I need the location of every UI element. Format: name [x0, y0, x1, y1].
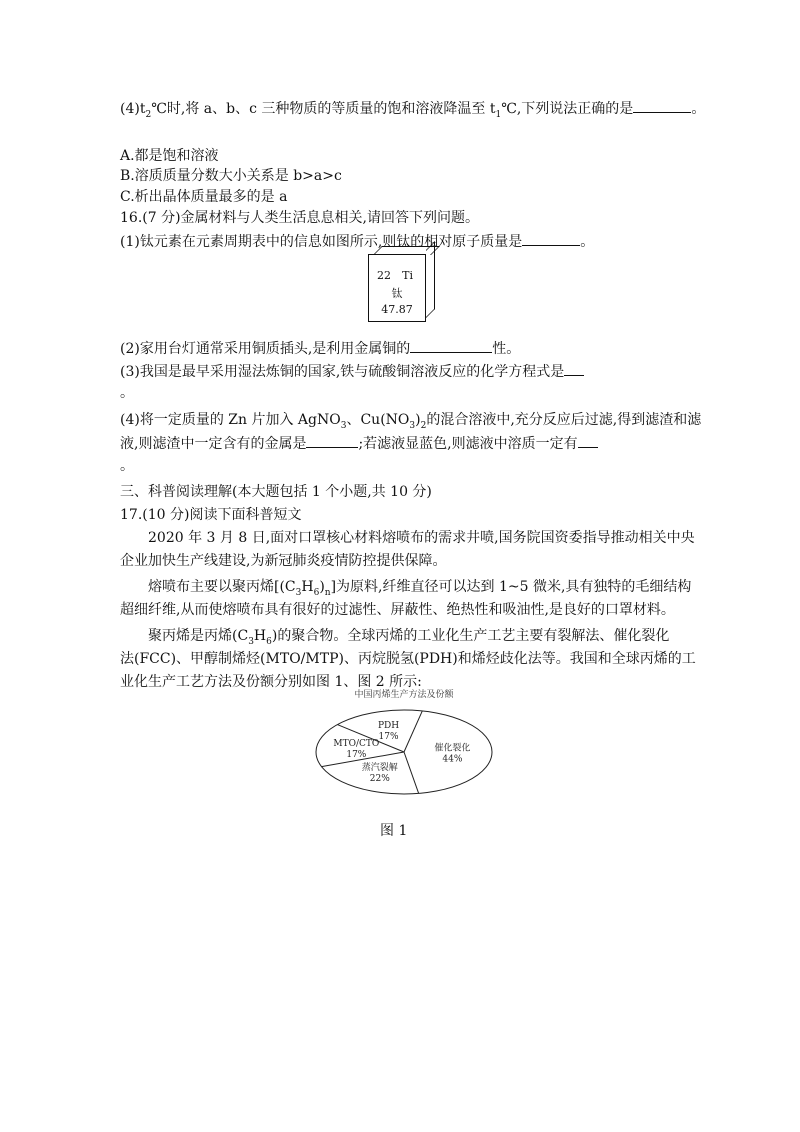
chart-title: 中国丙烯生产方法及份额	[354, 690, 454, 700]
q16-part4-line2: 液,则滤渣中一定含有的金属是 ;若滤液显蓝色,则滤液中溶质一定有	[120, 433, 598, 454]
atomic-number: 22	[377, 269, 391, 282]
para2-line1: 熔喷布主要以聚丙烯$[(C_3H_6)_n]$为原料,纤维直径可以达到 1~5 微米,具有独特的毛细结构	[148, 579, 692, 598]
pie-slice-label: 蒸汽裂解	[361, 763, 398, 774]
pie-slice-value: 44%	[442, 754, 463, 765]
option-a: A.都是饱和溶液	[120, 148, 219, 164]
answer-blank[interactable]	[633, 98, 691, 113]
pie-slice-label: MTO/CTO	[333, 738, 380, 749]
answer-blank[interactable]	[306, 433, 358, 448]
answer-blank[interactable]	[522, 231, 580, 246]
figure-caption: 图 1	[380, 823, 408, 839]
section3-heading: 三、科普阅读理解(本大题包括 1 个小题,共 10 分)	[120, 484, 432, 500]
pie-slice-label: 催化裂化	[434, 743, 471, 754]
element-name: 钛	[391, 287, 403, 300]
pie-slice-boundary	[404, 711, 422, 752]
answer-blank[interactable]	[410, 338, 492, 353]
q16-part3: (3)我国是最早采用湿法炼铜的国家,铁与硫酸铜溶液反应的化学方程式是	[120, 361, 584, 382]
option-c: C.析出晶体质量最多的是 a	[120, 189, 288, 205]
para3-line3: 业化生产工艺方法及份额分别如图 1、图 2 所示:	[120, 674, 422, 690]
q15-4-stem: $(4)t_2℃$时,将 a、b、c 三种物质的等质量的饱和溶液降温至 $t_1℃$,下列说法正确的是 。	[120, 98, 705, 125]
pie-slice-value: 22%	[369, 774, 390, 785]
para1-line2: 企业加快生产线建设,为新冠肺炎疫情防控提供保障。	[120, 553, 447, 569]
para2-line2: 超细纤维,从而使熔喷布具有很好的过滤性、屏蔽性、绝热性和吸油性,是良好的口罩材料。	[120, 602, 675, 618]
pie-slice-boundary	[404, 752, 419, 793]
q16-part1: (1)钛元素在元素周期表中的信息如图所示,则钛的相对原子质量是 。	[120, 231, 594, 252]
pie-slice-value: 17%	[346, 749, 367, 760]
element-symbol: Ti	[402, 269, 413, 282]
answer-blank[interactable]	[578, 433, 598, 448]
q17-heading: 17.(10 分)阅读下面科普短文	[120, 507, 302, 523]
q16-part4-end: 。	[120, 458, 134, 474]
answer-blank[interactable]	[564, 361, 584, 376]
q16-part4: (4)将一定质量的 Zn 片加入 AgNO$_3$、$Cu(NO_3)_2$的混合溶液中,充分反应后过滤,得到滤渣和滤	[120, 412, 702, 431]
pie-slice-value: 17%	[378, 732, 399, 743]
option-b: B.溶质质量分数大小关系是 b>a>c	[120, 168, 342, 184]
q16-part2: (2)家用台灯通常采用铜质插头,是利用金属铜的 性。	[120, 338, 520, 359]
atomic-mass: 47.87	[381, 303, 413, 316]
element-card-titanium	[368, 254, 426, 322]
pie-chart	[308, 688, 500, 798]
q16-part3-end: 。	[120, 385, 134, 401]
para3-line2: 法(FCC)、甲醇制烯烃(MTO/MTP)、丙烷脱氢(PDH)和烯烃歧化法等。我国和全球丙烯的工	[120, 651, 696, 667]
para1-line1: 2020 年 3 月 8 日,面对口罩核心材料熔喷布的需求井喷,国务院国资委指导推动相关中央	[148, 530, 695, 546]
pie-slice-label: PDH	[377, 721, 400, 732]
para3-line1: 聚丙烯是丙烯$(C_3H_6)$的聚合物。全球丙烯的工业化生产工艺主要有裂解法、催化裂化	[148, 628, 670, 647]
q16-heading: 16.(7 分)金属材料与人类生活息息相关,请回答下列问题。	[120, 210, 479, 226]
